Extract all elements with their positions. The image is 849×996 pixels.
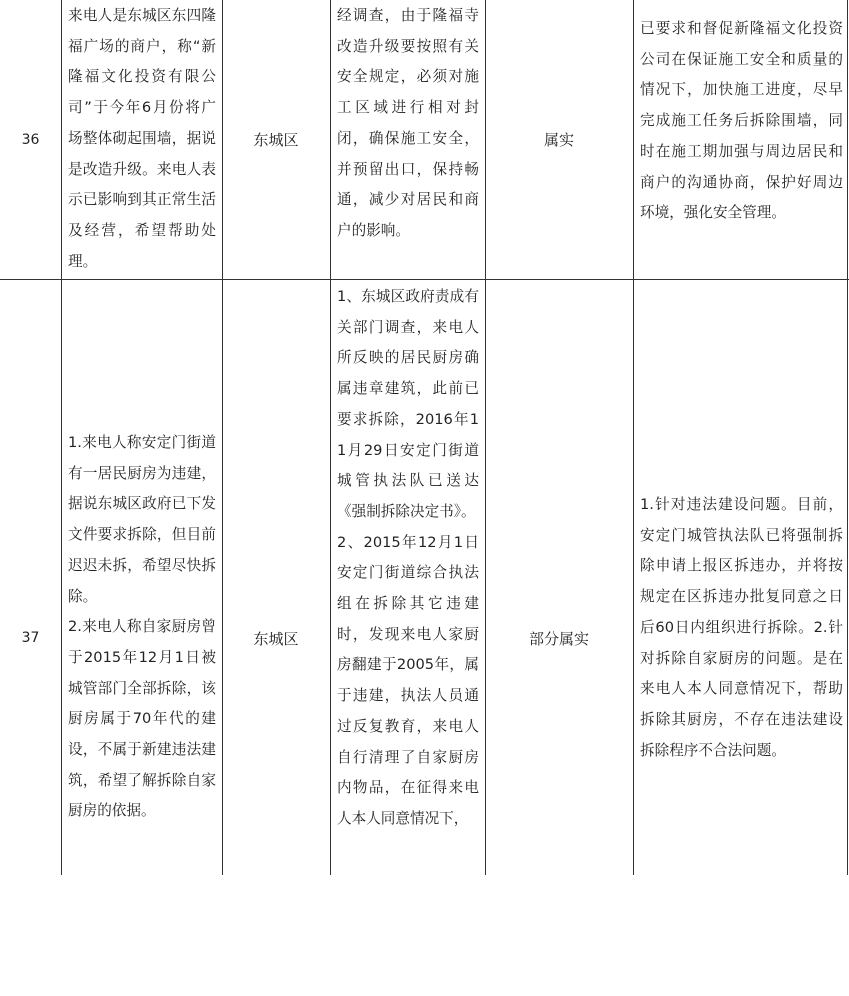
column-border [222, 0, 223, 875]
district-cell: 东城区 [253, 131, 299, 149]
handling-cell [633, 280, 849, 880]
handling-text: 已要求和督促新隆福文化投资公司在保证施工安全和质量的情况下，加快施工进度，尽早完成施工任务后拆除围墙，同时在施工期加强与周边居民和商户的沟通协商，保护好周边环境，强化安全管理。 [640, 20, 843, 222]
investigation-text: 1、东城区政府责成有关部门调查，来电人所反映的居民厨房确属违章建筑，此前已要求拆除，2016年11月29日安定门街道城管执法队已送达《强制拆除决定书》。 [337, 288, 479, 520]
table-row [0, 280, 849, 880]
row-number: 36 [21, 131, 40, 148]
handling-text: 1.针对违法建设问题。目前，安定门城管执法队已将强制拆除申请上报区拆违办，并将按规定在区拆违办批复同意之日后60日内组织进行拆除。2.针对拆除自家厨房的问题。是在来电人本人同意情况下，帮助拆除其厨房，不存在违法建设拆除程序不合法问题。 [640, 496, 843, 759]
table-row [0, 0, 849, 279]
complaint-text: 1.来电人称安定门街道有一居民厨房为违建，据说东城区政府已下发文件要求拆除，但目前迟迟未拆，希望尽快拆除。 [68, 434, 216, 605]
investigation-cell [330, 280, 485, 880]
complaint-text: 2.来电人称自家厨房曾于2015年12月1日被城管部门全部拆除，该厨房属于70年代的建设，不属于新建违法建筑，希望了解拆除自家厨房的依据。 [68, 618, 216, 820]
column-border [633, 0, 634, 875]
row-number: 37 [21, 630, 40, 646]
district-cell: 东城区 [253, 629, 299, 648]
row-border [0, 279, 849, 280]
handling-cell [633, 0, 849, 279]
verdict-cell: 属实 [543, 131, 574, 149]
complaint-text: 来电人是东城区东四隆福广场的商户，称“新隆福文化投资有限公司”于今年6月份将广场整体砌起围墙，据说是改造升级。来电人表示已影响到其正常生活及经营，希望帮助处理。 [68, 7, 216, 270]
column-border [61, 0, 62, 875]
investigation-cell [330, 0, 485, 279]
column-border [847, 0, 848, 875]
complaint-cell [61, 0, 222, 279]
column-border [330, 0, 331, 875]
column-border [485, 0, 486, 875]
complaint-cell [61, 280, 222, 880]
verdict-cell: 部分属实 [528, 629, 589, 648]
investigation-text: 2、2015年12月1日安定门街道综合执法组在拆除其它违建时，发现来电人家厨房翻建于2005年，属于违建，执法人员通过反复教育，来电人自行清理了自家厨房内物品，在征得来电人本人同意情况下， [337, 533, 479, 827]
investigation-text: 经调查，由于隆福寺改造升级要按照有关安全规定，必须对施工区域进行相对封闭，确保施工安全，并预留出口，保持畅通，减少对居民和商户的影响。 [337, 7, 479, 239]
